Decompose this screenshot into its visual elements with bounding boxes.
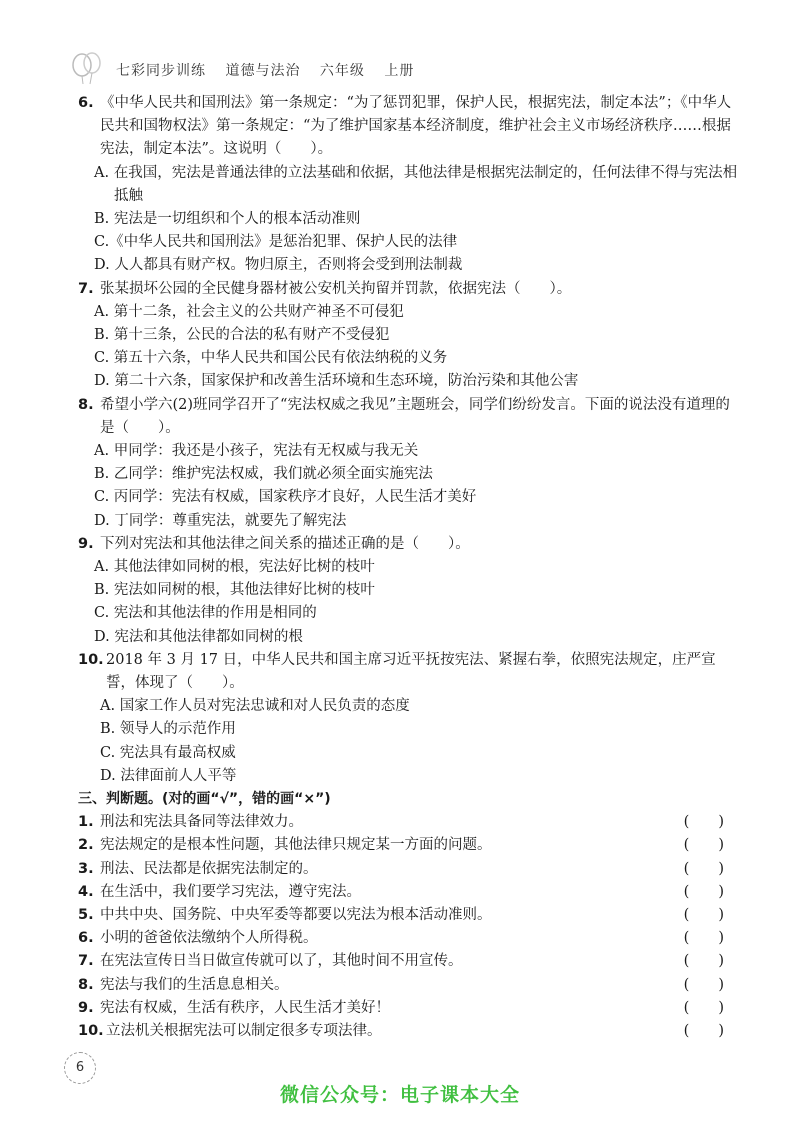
option-c: C. 宪法和其他法律的作用是相同的 [94, 605, 317, 622]
question-6 [78, 92, 738, 162]
judge-item-2 [78, 834, 738, 857]
judge-item-9 [78, 997, 738, 1020]
option-a: A. 第十二条，社会主义的公共财产神圣不可侵犯 [94, 303, 404, 320]
option-c: C. 丙同学：宪法有权威，国家秩序才良好，人民生活才美好 [94, 489, 477, 506]
judge-item-4 [78, 881, 738, 904]
answer-blank[interactable]: ( ) [683, 976, 724, 993]
worksheet-content [78, 92, 738, 1043]
question-10 [78, 649, 738, 695]
option-c: C. 宪法具有最高权威 [100, 744, 236, 761]
judge-item-10 [78, 1020, 738, 1043]
option-b: B. 第十三条，公民的合法的私有财产不受侵犯 [94, 327, 390, 344]
answer-blank[interactable]: ( ) [683, 907, 724, 924]
question-stem: 2018 年 3 月 17 日，中华人民共和国主席习近平抚按宪法、紧握右拳，依照宪法规定，庄严宣誓，体现了（ ）。 [106, 651, 716, 692]
option-d: D. 宪法和其他法律都如同树的根 [94, 628, 303, 645]
header-volume: 上册 [384, 63, 415, 79]
judge-text: 立法机关根据宪法可以制定很多专项法律。 [106, 1022, 382, 1039]
option-d: D. 人人都具有财产权。物归原主，否则将会受到刑法制裁 [94, 257, 463, 274]
answer-blank[interactable]: ( ) [683, 953, 724, 970]
judge-text: 宪法规定的是根本性问题，其他法律只规定某一方面的问题。 [100, 837, 492, 854]
judge-number: 4. [78, 883, 94, 900]
judge-text: 宪法与我们的生活息息相关。 [100, 976, 289, 993]
judge-item-8 [78, 974, 738, 997]
judge-text: 宪法有权威，生活有秩序，人民生活才美好！ [100, 999, 390, 1016]
judge-item-6 [78, 927, 738, 950]
section-title: 三、判断题。(对的画“√”，错的画“×”) [78, 791, 331, 808]
answer-blank[interactable]: ( ) [683, 883, 724, 900]
page-number: 6 [64, 1052, 96, 1084]
judge-number: 2. [78, 837, 94, 854]
option-a: A. 在我国，宪法是普通法律的立法基础和依据，其他法律是根据宪法制定的，任何法律不得与宪法相抵触 [94, 164, 738, 204]
header-series: 七彩同步训练 [116, 63, 206, 79]
option-c: C.《中华人民共和国刑法》是惩治犯罪、保护人民的法律 [94, 234, 458, 251]
judge-item-1 [78, 811, 738, 834]
question-number: 8. [78, 396, 94, 413]
option-d: D. 第二十六条，国家保护和改善生活环境和生态环境，防治污染和其他公害 [94, 373, 579, 390]
answer-blank[interactable]: ( ) [683, 814, 724, 831]
judge-text: 刑法、民法都是依据宪法制定的。 [100, 860, 318, 877]
option-d: D. 法律面前人人平等 [100, 767, 237, 784]
option-b: B. 宪法如同树的根，其他法律好比树的枝叶 [94, 582, 375, 599]
judge-item-5 [78, 904, 738, 927]
judge-text: 刑法和宪法具备同等法律效力。 [100, 814, 303, 831]
option-d: D. 丁同学：尊重宪法，就要先了解宪法 [94, 512, 347, 529]
header-title [116, 60, 428, 80]
judge-text: 在生活中，我们要学习宪法，遵守宪法。 [100, 883, 361, 900]
watermark: 微信公众号：电子课本大全 [279, 1084, 520, 1106]
question-stem: 《中华人民共和国刑法》第一条规定：“为了惩罚犯罪，保护人民，根据宪法，制定本法”；《中华人民共和国物权法》第一条规定：“为了维护国家基本经济制度，维护社会主义市场经济秩序……根据宪法，制定本法”。这说明（ ）。 [100, 95, 732, 158]
answer-blank[interactable]: ( ) [683, 999, 724, 1016]
question-stem: 张某损坏公园的全民健身器材被公安机关拘留并罚款，依据宪法（ ）。 [100, 280, 572, 297]
judge-item-3 [78, 858, 738, 881]
option-a: A. 其他法律如同树的根，宪法好比树的枝叶 [94, 559, 375, 576]
header-subject: 道德与法治 [225, 63, 301, 79]
question-stem: 希望小学六(2)班同学召开了“宪法权威之我见”主题班会，同学们纷纷发言。下面的说法没有道理的是（ ）。 [100, 396, 730, 436]
judge-number: 9. [78, 999, 94, 1016]
judge-number: 1. [78, 814, 94, 831]
question-number: 10. [78, 651, 104, 668]
question-9 [78, 533, 738, 556]
option-a: A. 国家工作人员对宪法忠诚和对人民负责的态度 [100, 698, 410, 715]
option-b: B. 领导人的示范作用 [100, 721, 236, 738]
answer-blank[interactable]: ( ) [683, 930, 724, 947]
question-7 [78, 278, 738, 301]
question-stem: 下列对宪法和其他法律之间关系的描述正确的是（ ）。 [100, 535, 470, 552]
judge-number: 7. [78, 953, 94, 970]
answer-blank[interactable]: ( ) [683, 837, 724, 854]
judge-text: 中共中央、国务院、中央军委等都要以宪法为根本活动准则。 [100, 907, 492, 924]
option-c: C. 第五十六条，中华人民共和国公民有依法纳税的义务 [94, 350, 448, 367]
page-header [68, 50, 748, 90]
judge-text: 在宪法宣传日当日做宣传就可以了，其他时间不用宣传。 [100, 953, 463, 970]
question-number: 7. [78, 280, 94, 297]
question-8 [78, 394, 738, 440]
judge-number: 5. [78, 907, 94, 924]
judge-item-7 [78, 950, 738, 973]
question-number: 9. [78, 535, 94, 552]
answer-blank[interactable]: ( ) [683, 1022, 724, 1039]
header-grade: 六年级 [319, 63, 365, 79]
answer-blank[interactable]: ( ) [683, 860, 724, 877]
option-b: B. 宪法是一切组织和个人的根本活动准则 [94, 211, 361, 228]
option-b: B. 乙同学：维护宪法权威，我们就必须全面实施宪法 [94, 466, 433, 483]
judge-number: 10. [78, 1022, 104, 1039]
judge-number: 3. [78, 860, 94, 877]
option-a: A. 甲同学：我还是小孩子，宪法有无权威与我无关 [94, 443, 419, 460]
judge-text: 小明的爸爸依法缴纳个人所得税。 [100, 930, 318, 947]
question-number: 6. [78, 95, 94, 111]
judge-number: 8. [78, 976, 94, 993]
judge-number: 6. [78, 930, 94, 947]
balloon-logo-icon [68, 50, 106, 88]
